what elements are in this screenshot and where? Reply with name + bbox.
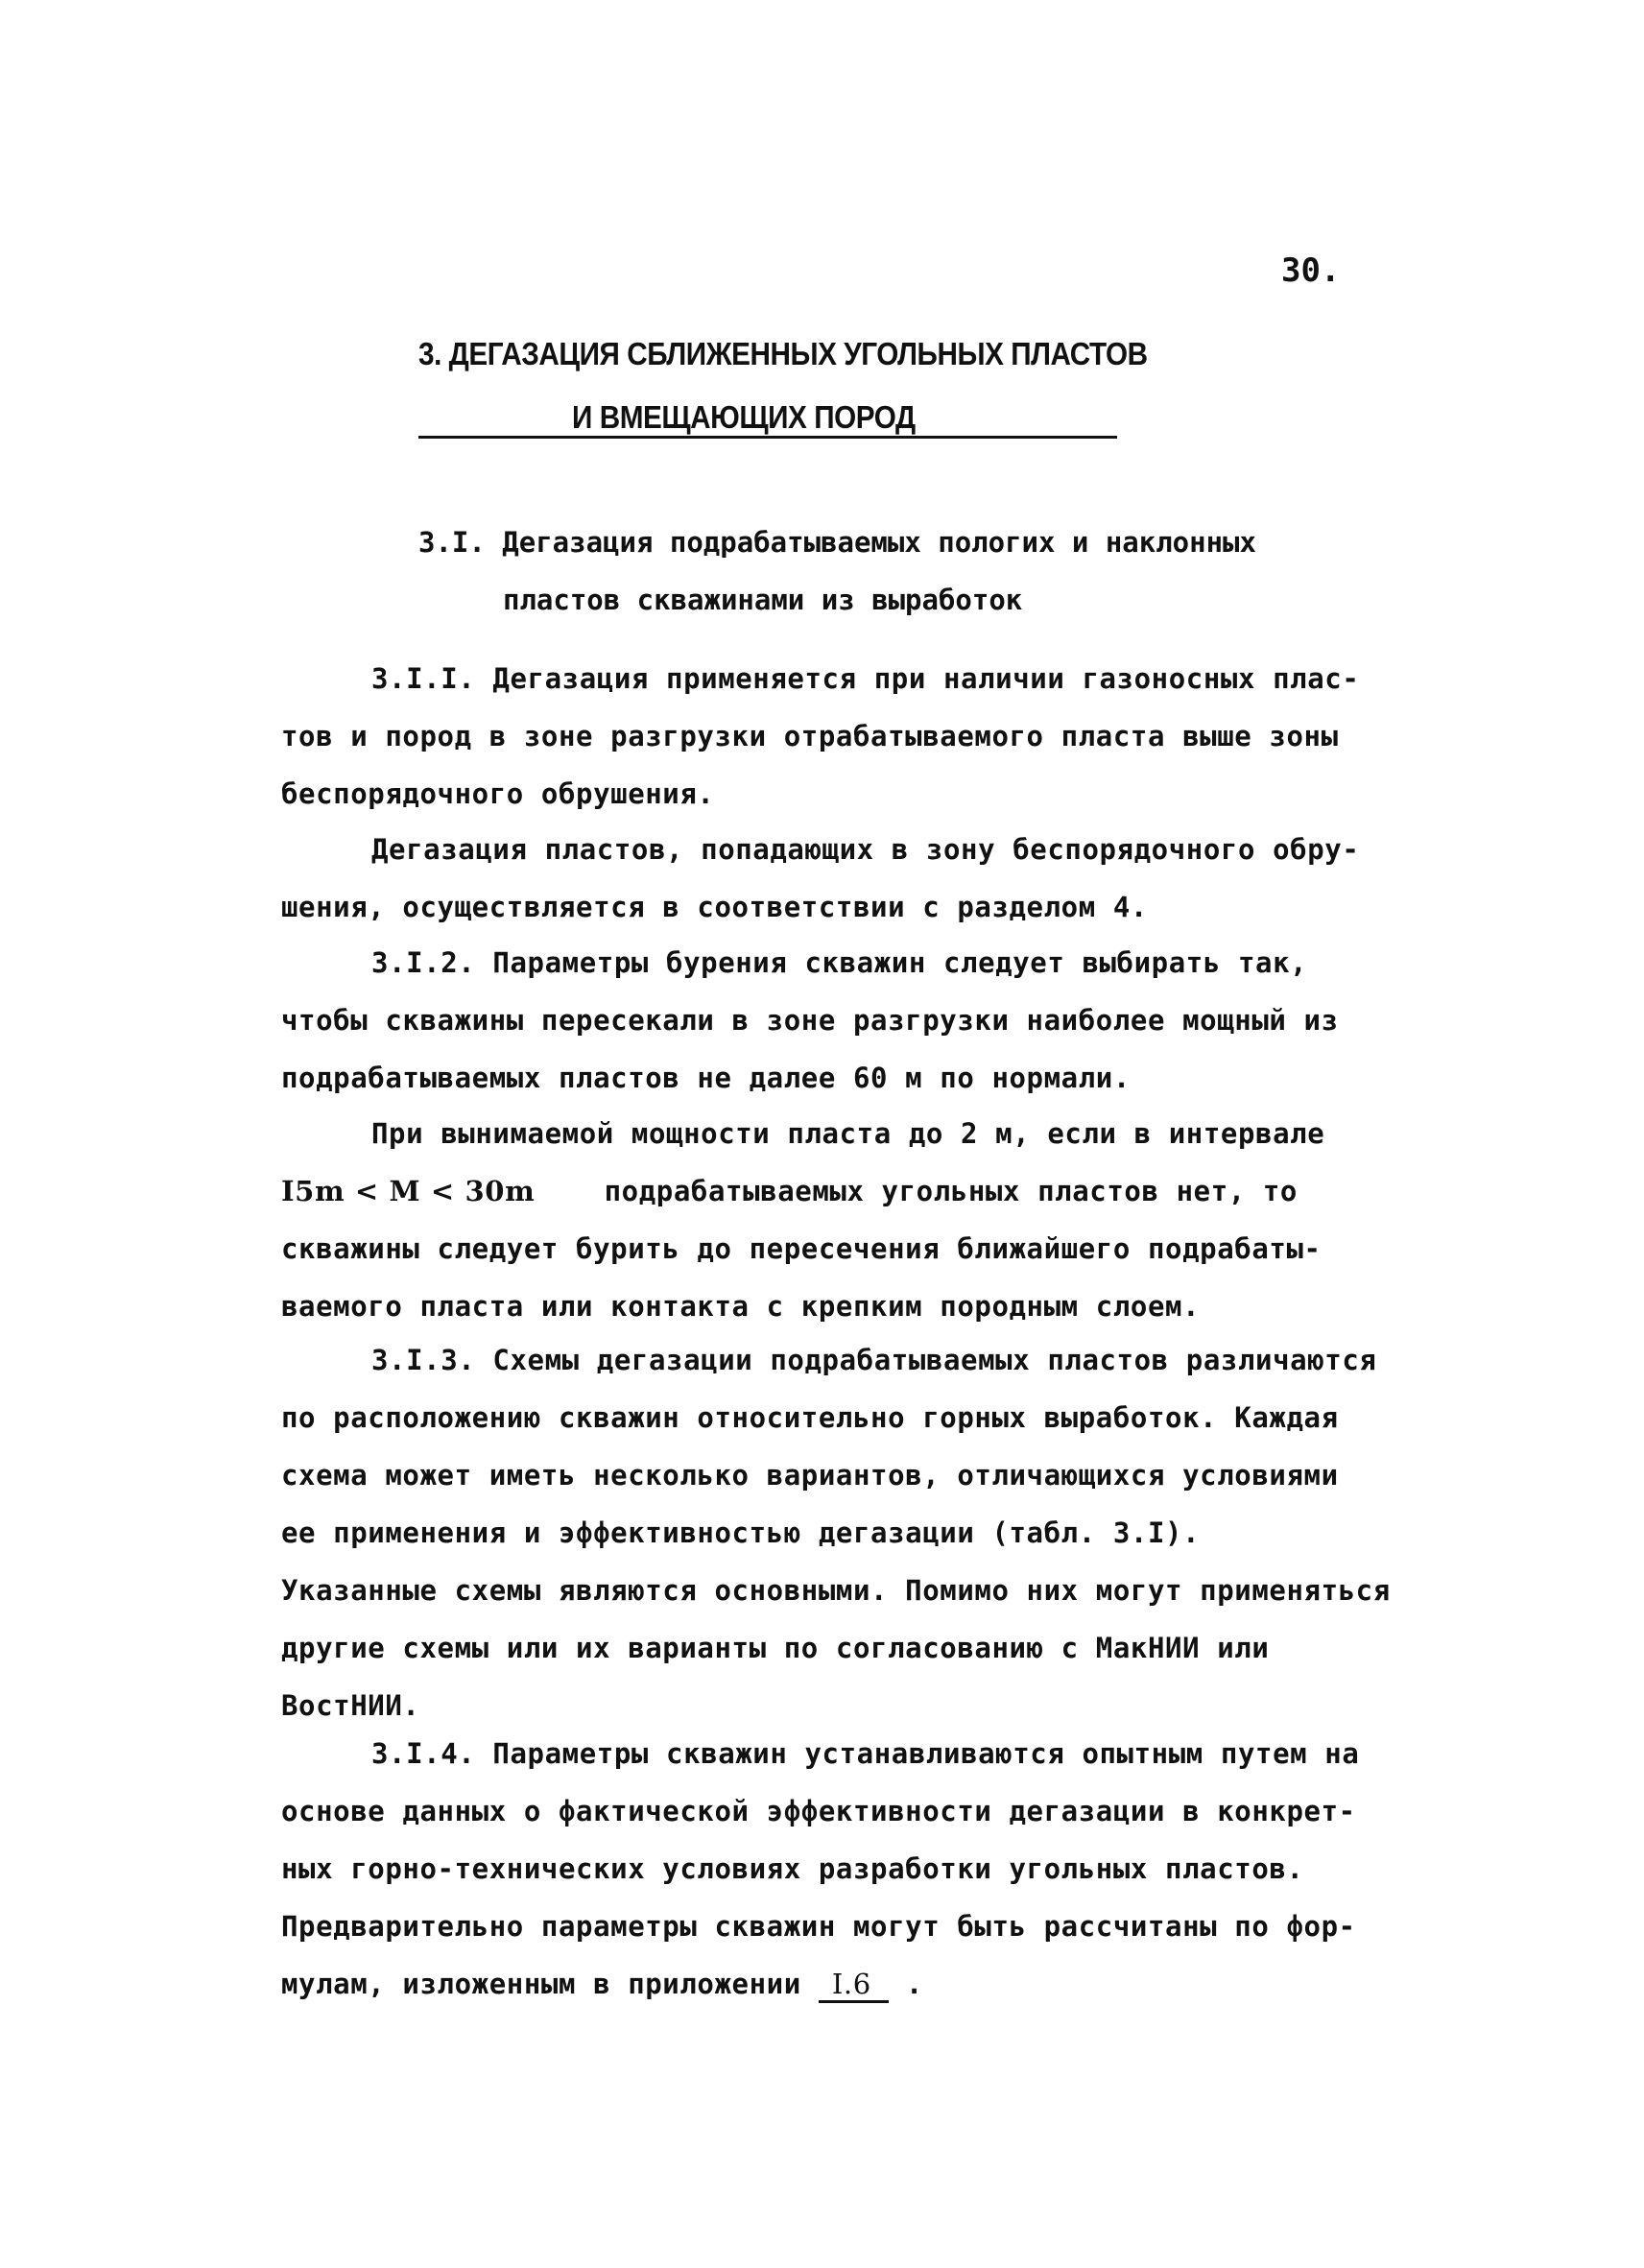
text-line: При вынимаемой мощности пласта до 2 м, если в интервале: [371, 1117, 1325, 1150]
text-line: 3.I.2. Параметры бурения скважин следует выбирать так,: [371, 946, 1308, 979]
section-title-line-1: 3.I. Дегазация подрабатываемых пологих и наклонных: [418, 526, 1256, 559]
text-line: шения, осуществляется в соответствии с разделом 4.: [281, 891, 1148, 923]
text-line: 3.I.3. Схемы дегазации подрабатываемых пластов различаются: [371, 1344, 1377, 1376]
text-line: Предварительно параметры скважин могут быть рассчитаны по фор-: [281, 1910, 1356, 1943]
page-number: 30.: [1281, 251, 1341, 290]
text-line: тов и пород в зоне разгрузки отрабатываемого пласта выше зоны: [281, 720, 1339, 752]
text-line: подрабатываемых пластов не далее 60 м по нормали.: [281, 1062, 1131, 1094]
text-line: [281, 1968, 923, 2003]
text-line: ных горно-технических условиях разработки угольных пластов.: [281, 1852, 1304, 1885]
text-line: 3.I.4. Параметры скважин устанавливаются опытным путем на: [371, 1737, 1360, 1770]
text-fragment: .: [905, 1968, 923, 2000]
text-line: по расположению скважин относительно горных выработок. Каждая: [281, 1401, 1339, 1434]
interval-formula: I5m < M < 30m: [281, 1175, 536, 1207]
section-title-line-2: пластов скважинами из выработок: [503, 584, 1023, 616]
text-fragment: подрабатываемых угольных пластов нет, то: [604, 1175, 1298, 1207]
text-line: ее применения и эффективностью дегазации (табл. 3.I).: [281, 1516, 1201, 1549]
text-line: Указанные схемы являются основными. Помимо них могут применяться: [281, 1574, 1391, 1607]
text-line: основе данных о фактической эффективности дегазации в конкрет-: [281, 1795, 1356, 1827]
text-line: [281, 1175, 1298, 1207]
text-line: ваемого пласта или контакта с крепким породным слоем.: [281, 1290, 1201, 1323]
text-line: чтобы скважины пересекали в зоне разгрузки наиболее мощный из: [281, 1004, 1339, 1037]
text-line: схема может иметь несколько вариантов, отличающихся условиями: [281, 1459, 1339, 1492]
text-line: 3.I.I. Дегазация применяется при наличии газоносных плас-: [371, 662, 1360, 695]
chapter-title-line-1: 3. ДЕГАЗАЦИЯ СБЛИЖЕННЫХ УГОЛЬНЫХ ПЛАСТОВ: [418, 336, 1148, 371]
text-line: скважины следует бурить до пересечения ближайшего подрабаты-: [281, 1232, 1322, 1265]
appendix-reference: I.6: [819, 1968, 889, 2003]
heading-underline: [418, 436, 1117, 439]
text-line: беспорядочного обрушения.: [281, 777, 715, 810]
text-line: ВостНИИ.: [281, 1689, 420, 1722]
text-line: Дегазация пластов, попадающих в зону беспорядочного обру-: [371, 833, 1360, 866]
text-fragment: мулам, изложенным в приложении: [281, 1968, 801, 2000]
text-line: другие схемы или их варианты по согласованию с МакНИИ или: [281, 1632, 1270, 1664]
chapter-title-line-2: И ВМЕЩАЮЩИХ ПОРОД: [572, 399, 916, 435]
